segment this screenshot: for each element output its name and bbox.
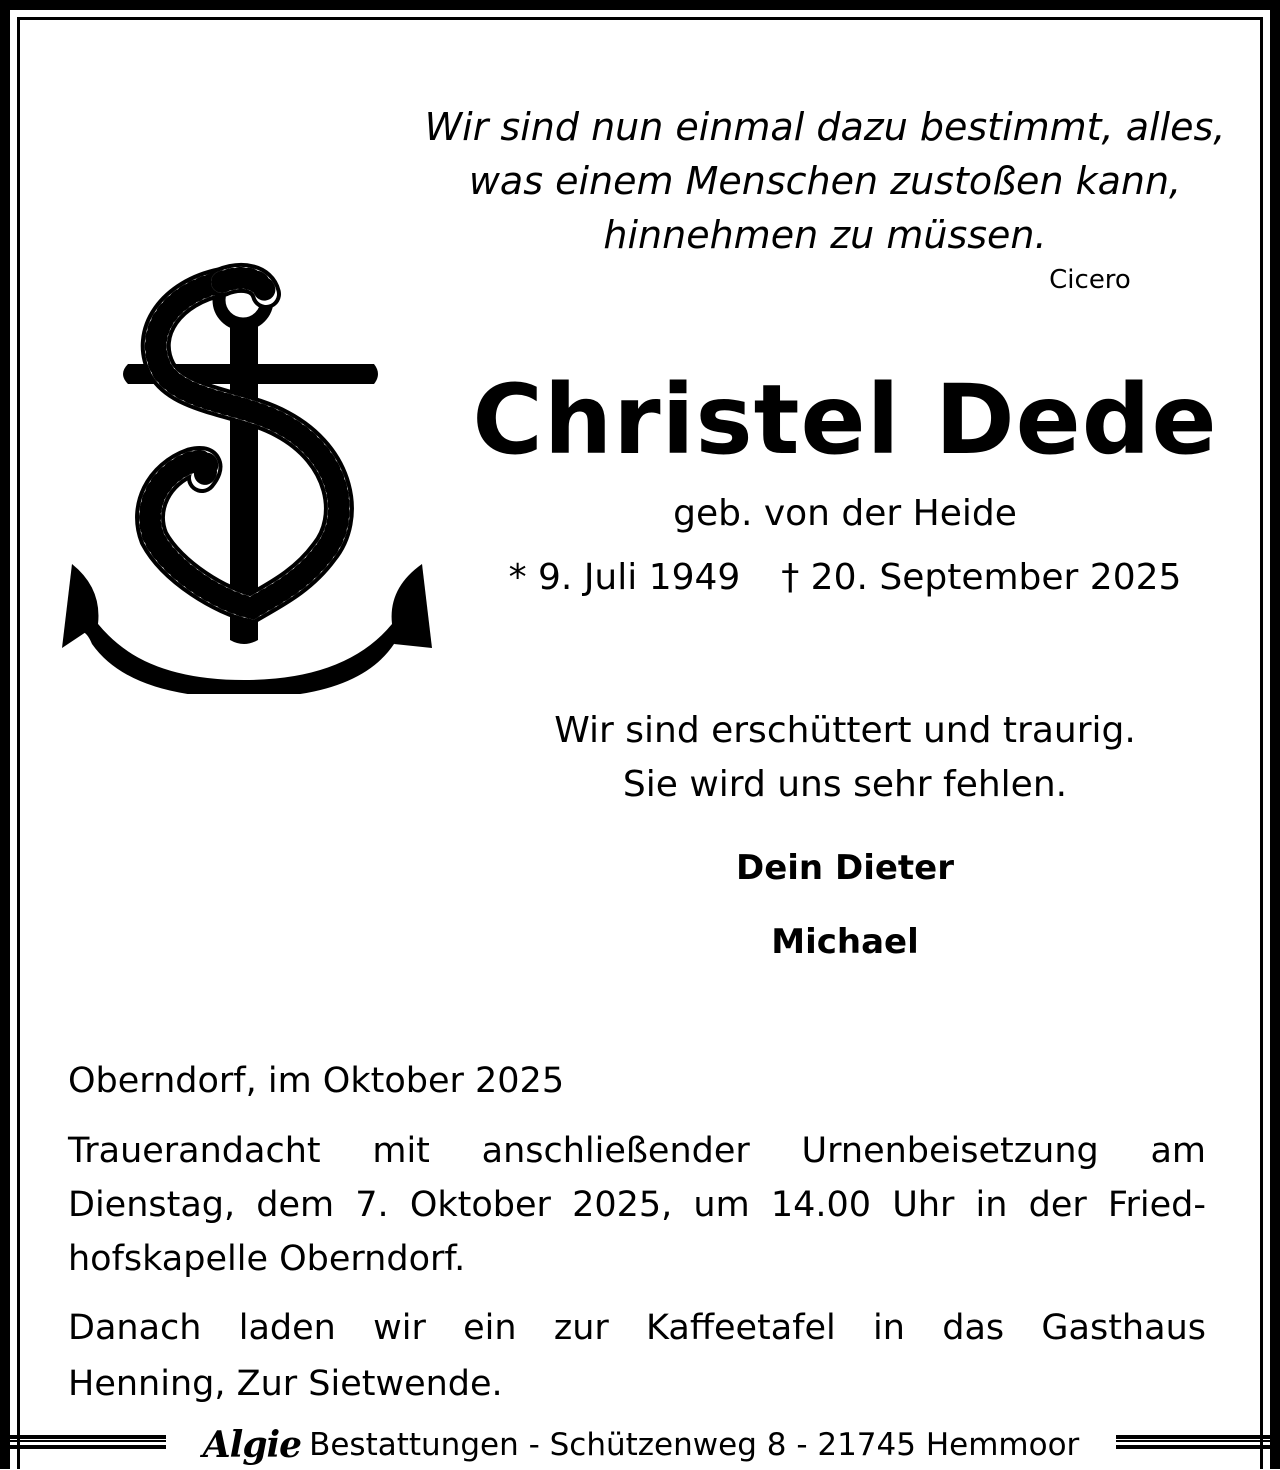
funeral-home-footer [168, 1420, 1114, 1470]
anchor-with-rope-icon [62, 252, 434, 694]
service-line: Dienstag, dem 7. Oktober 2025, um 14.00 Uhr in der Fried- [68, 1185, 1206, 1225]
mourning-line: Sie wird uns sehr fehlen. [622, 764, 1068, 805]
service-line: hofskapelle Oberndorf. [68, 1239, 466, 1279]
reception-announcement [68, 1300, 1206, 1412]
signer-name: Dein Dieter [736, 848, 954, 888]
footer-rule-right [1116, 1435, 1280, 1449]
service-announcement [68, 1124, 1206, 1286]
life-dates [460, 554, 1230, 602]
footer-rule-left [0, 1435, 166, 1449]
deceased-name: Christel Dede [472, 364, 1218, 476]
funeral-home-logo: Algie [202, 1424, 302, 1466]
service-line: Trauerandacht mit anschließender Urnenbeisetzung am [68, 1131, 1206, 1171]
signer-name: Michael [771, 922, 919, 962]
quote-author: Cicero [1049, 265, 1131, 295]
death-date: † 20. September 2025 [781, 557, 1182, 598]
epigraph-quote [420, 100, 1230, 262]
birth-date: * 9. Juli 1949 [508, 557, 741, 598]
funeral-home-address: Bestattungen - Schützenweg 8 - 21745 Hemmoor [309, 1427, 1080, 1463]
reception-line: Henning, Zur Sietwende. [68, 1364, 503, 1404]
quote-line: was einem Menschen zustoßen kann, [468, 159, 1182, 203]
maiden-name: geb. von der Heide [673, 493, 1017, 534]
quote-line: hinnehmen zu müssen. [603, 213, 1047, 257]
place-and-date: Oberndorf, im Oktober 2025 [68, 1061, 565, 1101]
quote-line: Wir sind nun einmal dazu bestimmt, alles, [424, 105, 1226, 149]
reception-line: Danach laden wir ein zur Kaffeetafel in das Gasthaus [68, 1308, 1206, 1348]
mourning-text [460, 704, 1230, 812]
mourning-line: Wir sind erschüttert und traurig. [554, 710, 1136, 751]
